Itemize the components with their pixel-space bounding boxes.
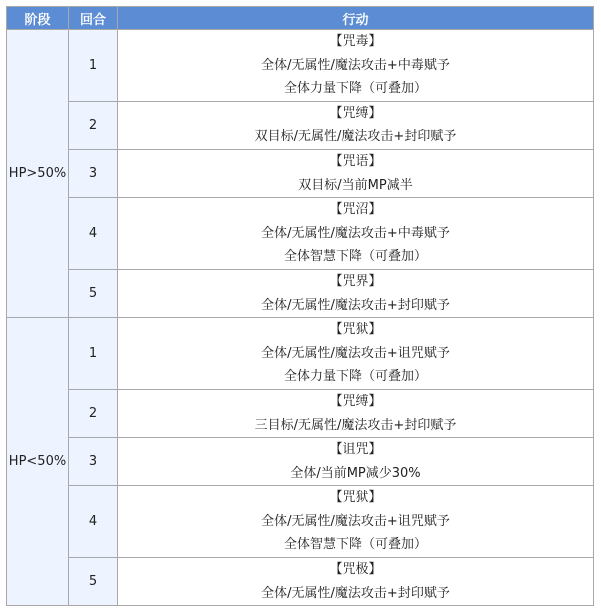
action-cell <box>118 30 594 102</box>
table-row <box>7 389 594 437</box>
phase-label: HP>50% <box>7 30 69 318</box>
skill-rotation-table <box>6 6 594 606</box>
header-turn: 回合 <box>69 7 118 30</box>
table-row <box>7 486 594 558</box>
skill-name: 【咒界】 <box>329 273 382 289</box>
action-cell <box>118 149 594 197</box>
skill-effect-line: 全体/无属性/魔法攻击+诅咒赋予 <box>261 345 450 361</box>
turn-number: 4 <box>69 198 118 270</box>
header-phase: 阶段 <box>7 7 69 30</box>
phase-label: HP<50% <box>7 318 69 606</box>
skill-effect-line: 全体/无属性/魔法攻击+中毒赋予 <box>261 57 450 73</box>
action-cell <box>118 101 594 149</box>
skill-effect-line: 全体力量下降（可叠加） <box>283 81 427 97</box>
skill-name: 【咒狱】 <box>329 322 382 338</box>
skill-effect-line: 全体/无属性/魔法攻击+诅咒赋予 <box>261 513 450 529</box>
table-row <box>7 269 594 317</box>
action-cell <box>118 486 594 558</box>
action-cell <box>118 269 594 317</box>
skill-name: 【咒极】 <box>329 562 382 578</box>
skill-rotation-table-container <box>6 6 593 606</box>
skill-effect-line: 全体智慧下降（可叠加） <box>283 537 427 553</box>
action-cell <box>118 438 594 486</box>
table-header-row <box>7 7 594 30</box>
header-action: 行动 <box>118 7 594 30</box>
turn-number: 4 <box>69 486 118 558</box>
skill-effect-line: 全体力量下降（可叠加） <box>283 369 427 385</box>
skill-name: 【咒沼】 <box>329 202 382 218</box>
turn-number: 5 <box>69 269 118 317</box>
skill-name: 【咒狱】 <box>329 490 382 506</box>
turn-number: 5 <box>69 558 118 606</box>
turn-number: 2 <box>69 101 118 149</box>
turn-number: 1 <box>69 318 118 390</box>
skill-name: 【咒毒】 <box>329 34 382 49</box>
table-row <box>7 438 594 486</box>
action-cell <box>118 318 594 390</box>
skill-name: 【咒缚】 <box>329 393 382 409</box>
skill-name: 【咒语】 <box>329 153 382 169</box>
turn-number: 3 <box>69 149 118 197</box>
table-row <box>7 101 594 149</box>
action-cell <box>118 389 594 437</box>
skill-effect-line: 全体智慧下降（可叠加） <box>283 249 427 265</box>
turn-number: 3 <box>69 438 118 486</box>
skill-name: 【诅咒】 <box>329 442 382 458</box>
skill-name: 【咒缚】 <box>329 105 382 121</box>
table-body <box>7 30 594 606</box>
table-row <box>7 30 594 102</box>
turn-number: 2 <box>69 389 118 437</box>
skill-effect-line: 双目标/无属性/魔法攻击+封印赋予 <box>254 129 457 145</box>
table-row <box>7 198 594 270</box>
skill-effect-line: 全体/无属性/魔法攻击+封印赋予 <box>261 585 450 601</box>
skill-effect-line: 全体/无属性/魔法攻击+中毒赋予 <box>261 225 450 241</box>
table-row <box>7 149 594 197</box>
turn-number: 1 <box>69 30 118 102</box>
action-cell <box>118 198 594 270</box>
skill-effect-line: 全体/无属性/魔法攻击+封印赋予 <box>261 297 450 313</box>
table-row <box>7 318 594 390</box>
action-cell <box>118 558 594 606</box>
skill-effect-line: 全体/当前MP减少30% <box>290 465 421 481</box>
table-row <box>7 558 594 606</box>
skill-effect-line: 三目标/无属性/魔法攻击+封印赋予 <box>254 417 457 433</box>
skill-effect-line: 双目标/当前MP减半 <box>298 177 413 193</box>
